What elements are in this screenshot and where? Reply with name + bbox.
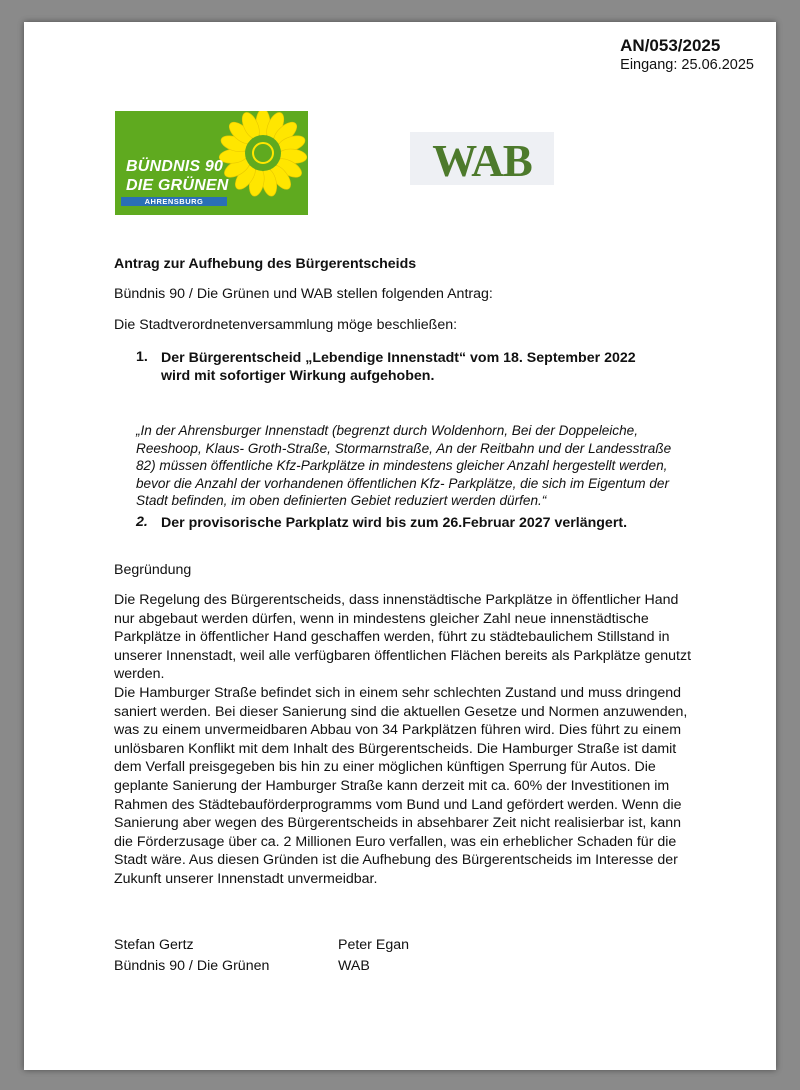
justification-line: Parkplätze in öffentlicher Hand geschaffen werden, führt zu städtebaulichem Stillstand in bbox=[114, 629, 670, 646]
list-item-number: 1. bbox=[136, 349, 148, 365]
signature-block bbox=[114, 935, 269, 977]
justification-line: unserer Innenstadt, weil alle verfügbaren öffentlichen Flächen bereits als Parkplätze genutzt bbox=[114, 647, 692, 664]
gruene-logo-line1: BÜNDNIS 90 bbox=[126, 158, 224, 175]
justification-line: Zukunft unserer Innenstadt unvermeidbar. bbox=[114, 870, 378, 887]
justification-text bbox=[114, 591, 691, 889]
intro-text: Bündnis 90 / Die Grünen und WAB stellen folgenden Antrag: bbox=[114, 286, 493, 302]
signature-name: Stefan Gertz bbox=[114, 937, 194, 953]
signature-party: WAB bbox=[338, 958, 370, 974]
justification-line: Sanierung aber wegen des Bürgerentscheids in absehbarer Zeit nicht realisierbar ist, kann bbox=[114, 815, 682, 832]
quote-line: bevor die Anzahl der vorhandenen öffentlichen Kfz- Parkplätze, die sich im Eigentum der bbox=[136, 475, 669, 491]
list-item-text: Der Bürgerentscheid „Lebendige Innenstadt“ vom 18. September 2022 bbox=[161, 350, 636, 366]
quote-line: Stadt befinden, im oben definierten Gebiet reduziert werden dürfen.“ bbox=[136, 493, 547, 508]
justification-line: Stadt wäre. Aus diesen Gründen ist die Aufhebung des Bürgerentscheids im Interesse der bbox=[114, 852, 678, 869]
received-date: Eingang: 25.06.2025 bbox=[620, 57, 754, 73]
justification-line: Die Hamburger Straße befindet sich in einem sehr schlechten Zustand und muss dringend bbox=[114, 684, 682, 701]
gruene-logo-place: AHRENSBURG bbox=[121, 197, 227, 206]
quote-line: 82) müssen öffentliche Kfz-Parkplätze in mindestens gleicher Anzahl hergestellt werden, bbox=[136, 458, 668, 473]
reference-number: AN/053/2025 bbox=[620, 36, 721, 55]
justification-line: was zu einem unvermeidbaren Abbau von 34 Parkplätzen führen wird. Dies führt zu einem bbox=[114, 722, 682, 739]
quote-line: Reeshoop, Klaus- Groth-Straße, Stormarnstraße, An der Reitbahn und der Landesstraße bbox=[136, 440, 672, 456]
gruene-logo-line2: DIE GRÜNEN bbox=[126, 177, 229, 194]
resolution-text: Die Stadtverordnetenversammlung möge beschließen: bbox=[114, 317, 458, 333]
justification-line: nur abgebaut werden dürfen, wenn in mindestens gleicher Zahl neue innenstädtische bbox=[114, 610, 649, 627]
signature-party: Bündnis 90 / Die Grünen bbox=[114, 958, 270, 974]
justification-heading: Begründung bbox=[114, 562, 192, 578]
justification-line: dem Verfall preisgegeben bis hin zu einer möglichen künftigen Sperrung für Autos. Die bbox=[114, 759, 656, 776]
list-item-number: 2. bbox=[136, 514, 148, 530]
justification-line: Die Regelung des Bürgerentscheids, dass innenstädtische Parkplätze in öffentlicher Hand bbox=[114, 592, 679, 608]
gruene-logo bbox=[115, 111, 308, 215]
justification-line: unlösbaren Konflikt mit dem Inhalt des Bürgerentscheids. Die Hamburger Straße ist damit bbox=[114, 740, 677, 757]
justification-line: geplante Sanierung der Hamburger Straße kann derzeit mit ca. 60% der Investitionen im bbox=[114, 777, 670, 794]
list-item-text: wird mit sofortiger Wirkung aufgehoben. bbox=[161, 368, 435, 384]
justification-line: werden. bbox=[114, 666, 165, 683]
document-page bbox=[24, 22, 776, 1070]
justification-line: die Förderzusage über ca. 2 Millionen Euro verfallen, was ein erheblicher Schaden für die bbox=[114, 833, 677, 850]
wab-logo bbox=[410, 132, 554, 185]
wab-logo-text: WAB bbox=[432, 136, 532, 186]
justification-line: Rahmen des Städtebauförderprogramms vom Bund und Land gefördert werden. Wenn die bbox=[114, 796, 682, 813]
signature-block bbox=[338, 935, 409, 977]
document-title: Antrag zur Aufhebung des Bürgerentscheids bbox=[114, 256, 417, 272]
list-item-text: Der provisorische Parkplatz wird bis zum 26.Februar 2027 verlängert. bbox=[161, 515, 628, 531]
signature-name: Peter Egan bbox=[338, 937, 409, 953]
reference-block bbox=[620, 35, 754, 74]
justification-line: saniert werden. Bei dieser Sanierung sind die aktuellen Gesetze und Normen anzuwenden, bbox=[114, 703, 688, 720]
quoted-text bbox=[136, 422, 671, 510]
quote-line: „In der Ahrensburger Innenstadt (begrenzt durch Woldenhorn, Bei der Doppeleiche, bbox=[136, 423, 639, 438]
